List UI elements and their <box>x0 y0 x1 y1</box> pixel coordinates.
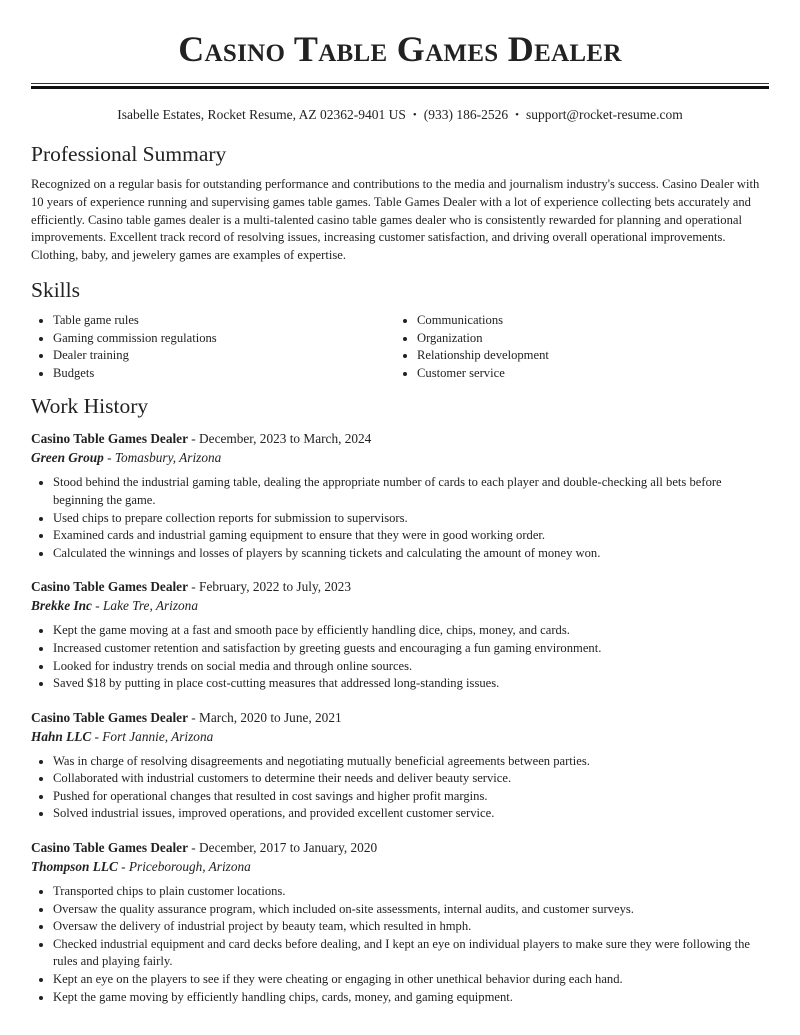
job-bullet: • Solved industrial issues, improved operations, and provided excellent customer service. <box>53 805 769 823</box>
contact-phone: (933) 186-2526 <box>423 107 509 122</box>
job-bullet: • Saved $18 by putting in place cost-cutting measures that addressed long-standing issues. <box>53 675 769 693</box>
job-dates: - December, 2023 to March, 2024 <box>187 431 372 447</box>
job-title-line <box>31 577 769 596</box>
job-role: Casino Table Games Dealer <box>31 579 188 595</box>
job-company-line <box>31 448 769 467</box>
contact-email[interactable]: support@rocket-resume.com <box>526 107 683 122</box>
bullet-separator-icon: • <box>412 109 417 121</box>
job-bullet: • Kept an eye on the players to see if they were cheating or engaging in other unethical behavior during each hand. <box>53 971 769 989</box>
job-company: Hahn LLC <box>31 728 92 744</box>
job-company-line <box>31 727 769 746</box>
resume-title: Casino Table Games Dealer <box>178 29 622 69</box>
job-bullet: • Increased customer retention and satisfaction by greeting guests and encouraging a fun gaming environment. <box>53 640 769 658</box>
skills-list-right <box>395 312 757 382</box>
job-location: - Lake Tre, Arizona <box>91 598 198 614</box>
skill-item: • Customer service <box>417 365 757 383</box>
job-dates: - February, 2022 to July, 2023 <box>187 579 351 595</box>
job-location: - Priceborough, Arizona <box>117 859 251 875</box>
skill-item: • Table game rules <box>53 312 395 330</box>
bullet-separator-icon: • <box>515 109 520 121</box>
skill-item: • Organization <box>417 330 757 348</box>
job-bullet: • Examined cards and industrial gaming equipment to ensure that they were in good working order. <box>53 527 769 545</box>
job-bullets <box>31 753 769 823</box>
job-location: - Tomasbury, Arizona <box>103 450 222 466</box>
header-double-rule <box>31 83 769 89</box>
job-entry <box>31 429 769 562</box>
skill-item: • Dealer training <box>53 347 395 365</box>
job-entry <box>31 708 769 823</box>
skills-heading: Skills <box>31 277 80 302</box>
job-bullet: • Oversaw the delivery of industrial project by beauty team, which resulted in hmph. <box>53 918 769 936</box>
job-bullet: • Used chips to prepare collection reports for submission to supervisors. <box>53 510 769 528</box>
job-bullets <box>31 622 769 692</box>
contact-address: Isabelle Estates, Rocket Resume, AZ 02362-9401 US <box>117 107 406 122</box>
job-bullet: • Collaborated with industrial customers to determine their needs and deliver beauty service. <box>53 770 769 788</box>
skill-item: • Relationship development <box>417 347 757 365</box>
job-bullets <box>31 883 769 1006</box>
job-bullet: • Kept the game moving by efficiently handling chips, cards, money, and gaming equipment. <box>53 989 769 1007</box>
skills-list-left <box>31 312 395 382</box>
skill-item: • Gaming commission regulations <box>53 330 395 348</box>
job-company-line <box>31 857 769 876</box>
job-company: Green Group <box>31 450 104 466</box>
job-bullet: • Checked industrial equipment and card decks before dealing, and I kept an eye on individual players to make sure they were following the rules and playing fairly. <box>53 936 769 971</box>
job-bullet: • Pushed for operational changes that resulted in cost savings and higher profit margins. <box>53 788 769 806</box>
job-title-line <box>31 708 769 727</box>
job-title-line <box>31 429 769 448</box>
contact-line <box>31 106 769 124</box>
job-bullet: • Calculated the winnings and losses of players by scanning tickets and calculating the amount of money won. <box>53 545 769 563</box>
work-history-heading: Work History <box>31 394 149 419</box>
job-entry <box>31 577 769 692</box>
job-dates: - December, 2017 to January, 2020 <box>187 840 378 856</box>
job-entry <box>31 838 769 1006</box>
job-bullets <box>31 474 769 562</box>
job-dates: - March, 2020 to June, 2021 <box>187 709 342 725</box>
summary-heading: Professional Summary <box>31 142 227 166</box>
skill-item: • Communications <box>417 312 757 330</box>
summary-section <box>31 140 769 265</box>
job-location: - Fort Jannie, Arizona <box>91 728 214 744</box>
job-company: Thompson LLC <box>31 859 118 875</box>
job-company-line <box>31 596 769 615</box>
job-role: Casino Table Games Dealer <box>31 840 188 856</box>
skill-item: • Budgets <box>53 365 395 383</box>
skills-columns <box>31 312 769 382</box>
job-title-line <box>31 838 769 857</box>
job-bullet: • Looked for industry trends on social media and through online sources. <box>53 658 769 676</box>
job-role: Casino Table Games Dealer <box>31 431 188 447</box>
job-bullet: • Oversaw the quality assurance program, which included on-site assessments, internal audits, and customer surveys. <box>53 901 769 919</box>
summary-text: Recognized on a regular basis for outstanding performance and contributions to the media and journalism industry's success. Casino Dealer with 10 years of experience running and supervising games table games. Table Games Dealer with a lot of experience collecting bets accurately and efficiently. Casino table games dealer is a multi-talented casino table games dealer who is consistently rewarded for planning and operational improvements. Excellent track record of resolving issues, increasing customer satisfaction, and driving overall operational improvements. Clothing, baby, and jewelery games are examples of expertise. <box>31 177 760 263</box>
job-company: Brekke Inc <box>31 598 92 614</box>
work-history-section <box>31 392 769 1006</box>
job-bullet: • Kept the game moving at a fast and smooth pace by efficiently handling dice, chips, money, and cards. <box>53 622 769 640</box>
job-bullet: • Stood behind the industrial gaming table, dealing the appropriate number of cards to each player and double-checking all bets before beginning the game. <box>53 474 769 509</box>
job-role: Casino Table Games Dealer <box>31 709 188 725</box>
skills-section <box>31 276 769 382</box>
job-bullet: • Was in charge of resolving disagreements and negotiating mutually beneficial agreements between parties. <box>53 753 769 771</box>
job-bullet: • Transported chips to plain customer locations. <box>53 883 769 901</box>
